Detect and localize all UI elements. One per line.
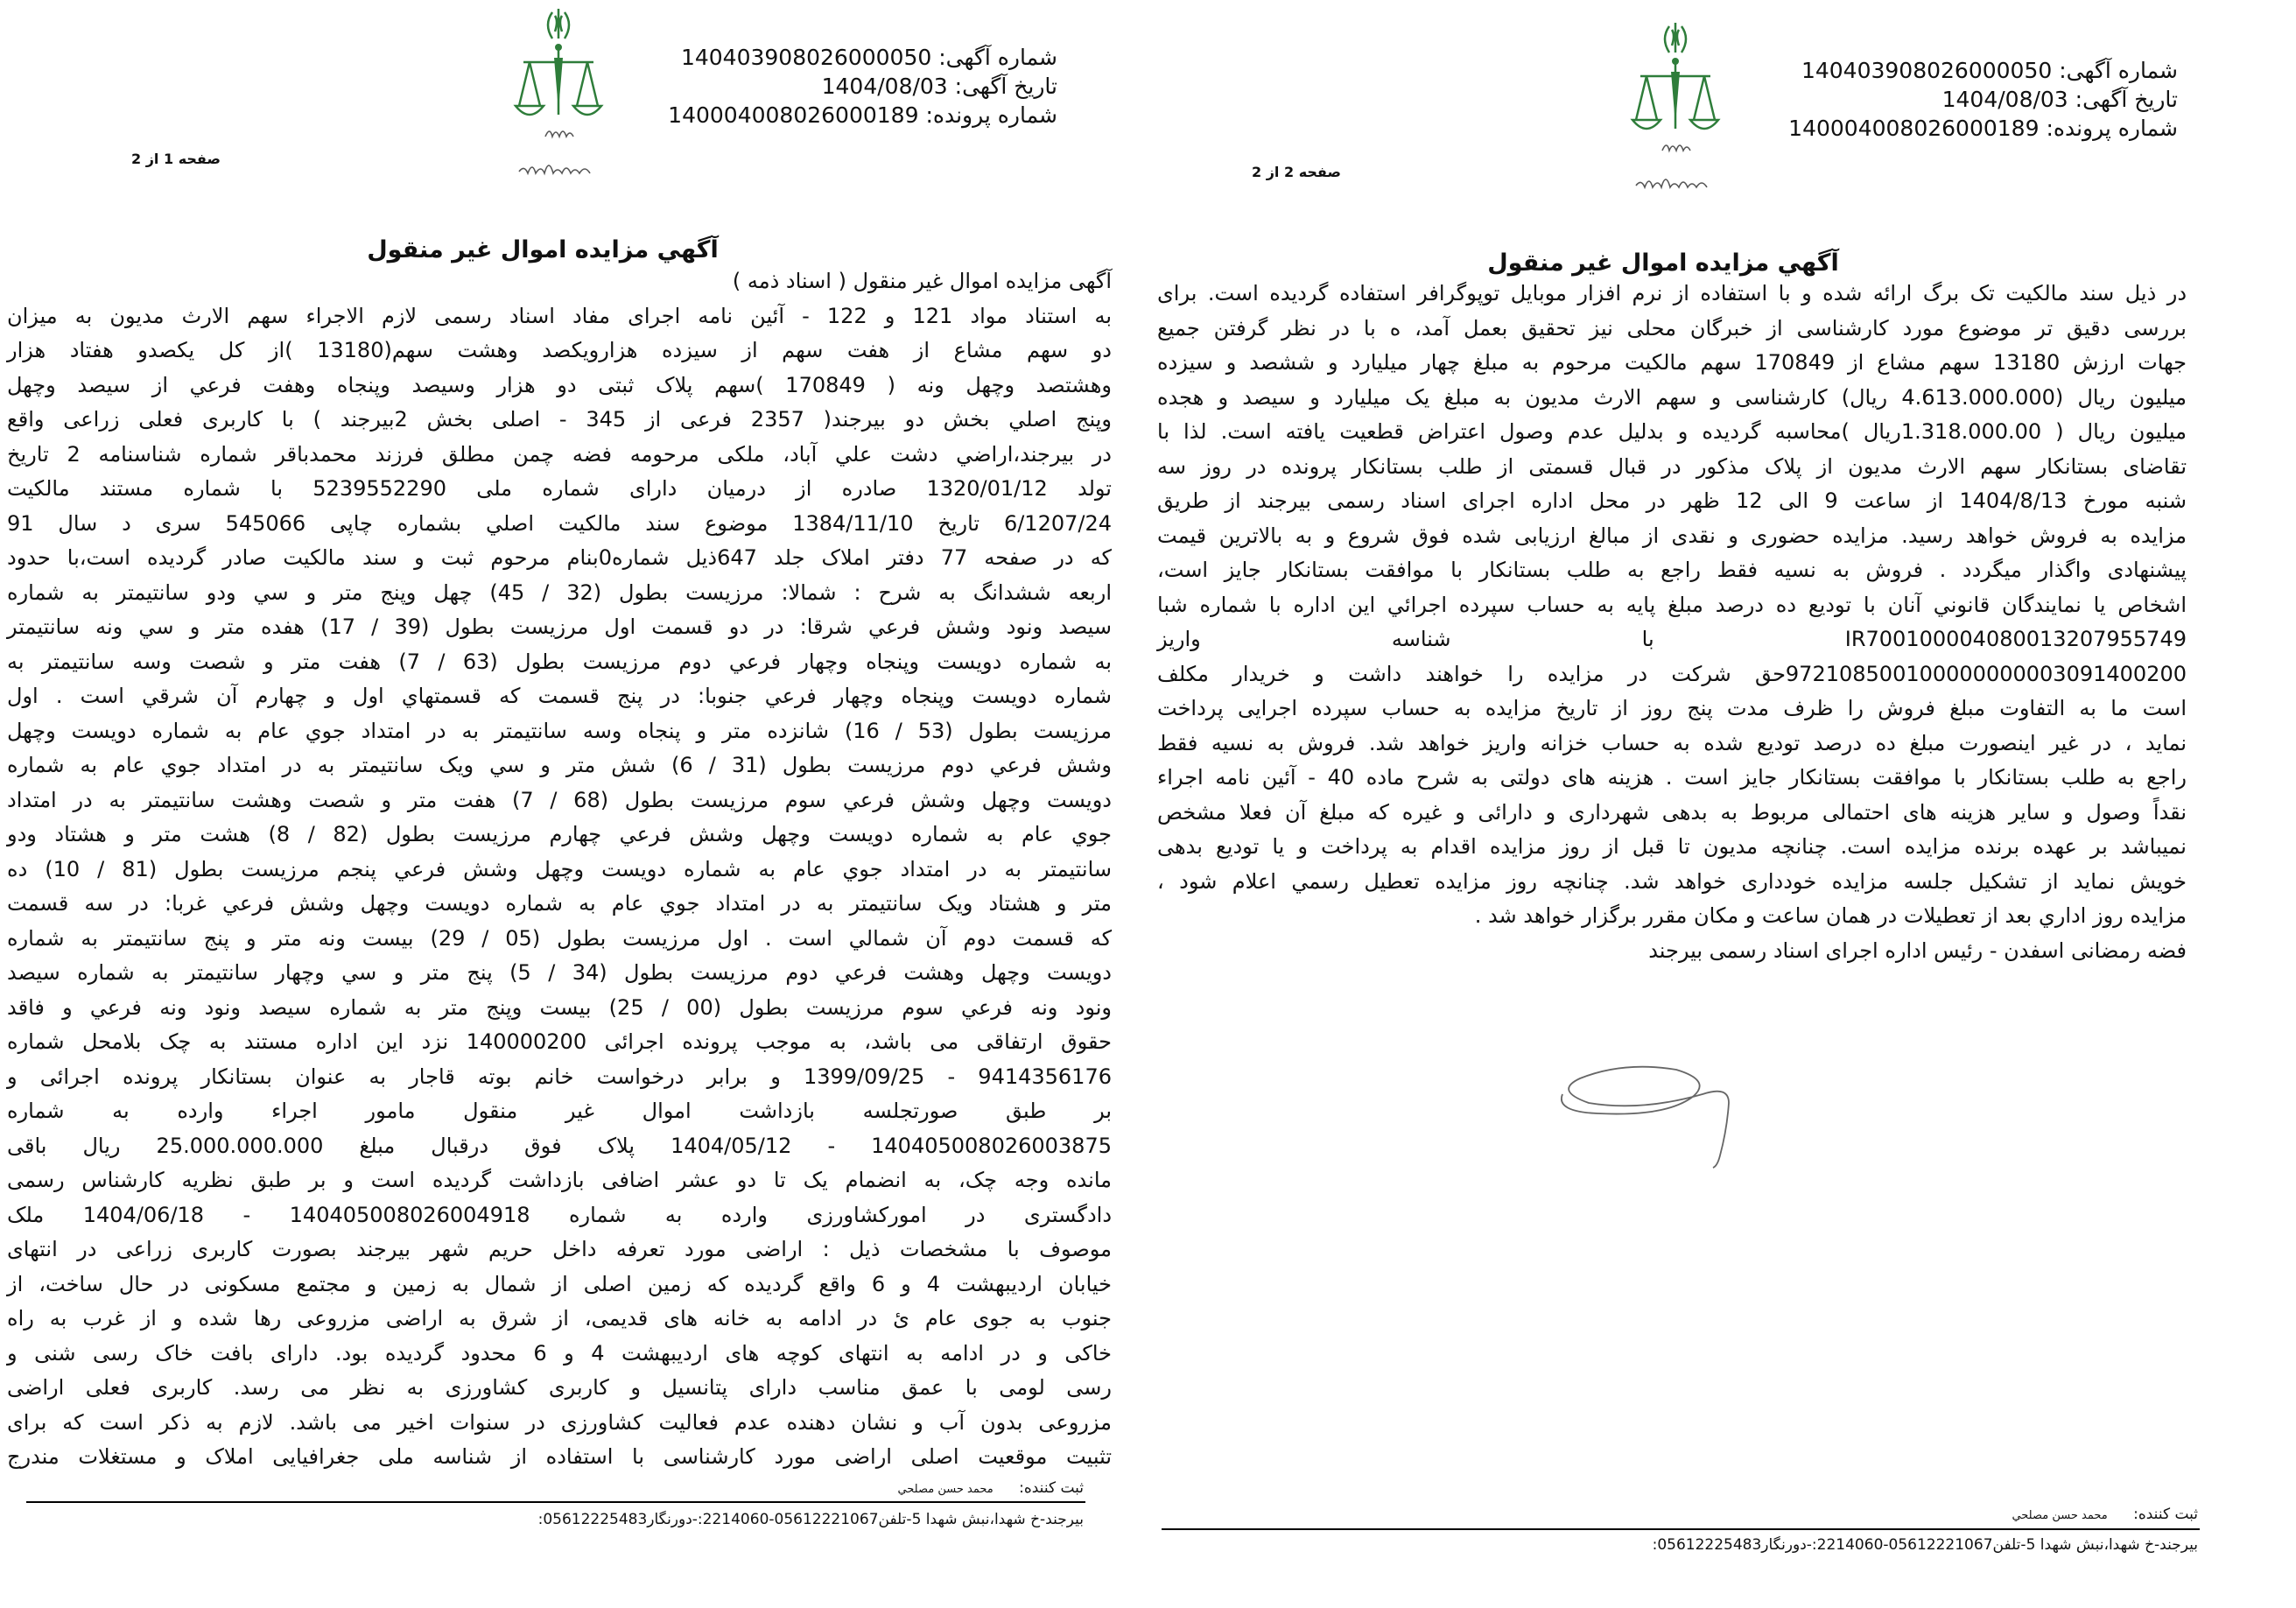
body-text-line: سانتیمتر به در امتداد جوي عام به شماره دویست وچهل وشش فرعي پنجم مرزیست بطول (81 / 10) ده [7,856,1113,881]
body-text-line: میلیون ریال (4.613.000.000 ریال) کارشناسی و سهم الارث مدیون به مبلغ یک میلیارد و سیصد و هجده [1157,384,2187,410]
case-number: 140004008026000189 [668,102,919,128]
body-text-line: که در صفحه 77 دفتر املاک جلد 647ذیل شماره0بنام مرحوم ثبت و سند مالکیت صادر گردیده است،با حدود [7,545,1112,570]
body-text-line: جوي عام به شماره دویست وچهل وشش فرعي چهارم مرزیست بطول (82 / 8) هشت متر و هشتاد ودو [7,822,1113,846]
notice-page-1 [0,0,1129,1608]
body-text-line: سیصد ونود وشش فرعي شرقا: در دو قسمت اول مرزیست بطول (39 / 17) هفده متر و سي ونه سانتیمتر [7,614,1113,639]
body-text-line: فضه رمضانی اسفدن - رئیس اداره اجرای اسناد رسمی بیرجند [1648,937,2187,963]
body-text-line: 140405008026003875 - 1404/05/12 پلاک فوق درقبال مبلغ 25.000.000.000 ریال باقی [7,1133,1112,1158]
body-text-line: دو سهم مشاع از هفت سهم از سیزده هزارویکصد وهشت سهم(13180 )از کل یکصدو هفتاد هزار [7,338,1112,362]
body-text-line: مزروعی بدون آب و نشان دهنده عدم فعالیت کشاورزی در سنوات اخیر می باشد. لازم به ذکر است که برای [7,1409,1112,1435]
body-text-line: آگهی مزایده اموال غیر منقول ( اسناد ذمه ) [732,269,1112,293]
body-text-line: میلیون ریال ( 1.318.000.00ریال )محاسبه گردیده و بدلیل عدم وصول اعتراض قطعیت یافته است. لذا با [1157,419,2187,444]
footer-divider [1162,1528,2200,1530]
body-text-line: در بیرجند،اراضي دشت علي آباد، ملکی مرحومه فضه چمن مطلق فرزند محمدباقر شماره شناسنامه 2 تاریخ [7,441,1112,467]
body-text-line: مزایده روز اداري بعد از تعطیلات در همان ساعت و مکان مقرر برگزار خواهد شد . [1474,903,2187,928]
body-text-line: مرزیست بطول (53 / 16) شانزده متر و پنجاه وسه سانتیمتر به در امتداد جوي عام به شماره دویست وچهل [7,718,1113,743]
body-text-line: مانده وجه چک، به انضمام یک تا دو عشر اضافی بازداشت گردیده است و بر طبق نظریه کارشناس رسمی [7,1168,1112,1192]
body-text-line: نمیباشد بر عهده برنده مزایده است. چنانچه مدیون تا قبل از روز مزایده اقدام به پرداخت و یا تودیع بدهی [1157,834,2187,859]
footer-divider [26,1501,1085,1503]
body-text-line: راجع به طلب بستانکار با موافقت بستانکار جایز است . هزینه های دولتی به شرح ماده 40 - آئین نامه اجراء [1157,765,2187,790]
page-number-label: صفحه 2 از 2 [1252,164,1341,180]
office-address: بیرجند-خ شهدا،نبش شهدا 5-تلفن05612221067-2214060:-دورنگار05612225483: [1652,1536,2198,1554]
body-text-line: بر طبق صورتجلسه بازداشت اموال غیر منقول مامور اجراء وارده به شماره [7,1099,1112,1123]
body-text-line: مزایده به فروش خواهد رسید. مزایده حضوری و نقدی از مبالغ ارزیابی شده فوق شروع و به بالاترین قیمت [1157,523,2187,548]
body-text-line: جهات ارزش 13180 سهم مشاع از 170849 سهم مالکیت مرحوم به مبلغ چهار میلیارد و ششصد و سیزده [1157,350,2187,375]
signature [1554,1059,1742,1173]
body-text-line: متر و هشتاد ویک سانتیمتر به در امتداد جوي عام به شماره دویست وچهل وشش فرعي غربا: در سه قسمت [7,891,1112,916]
body-text-line: که قسمت دوم آن شمالي است . اول مرزیست بطول (05 / 29) بیست ونه متر و پنج سانتیمتر به شماره [7,925,1113,951]
body-text-line: شماره دویست وپنجاه وچهار فرعي جنوبا: در پنج قسمت که قسمتهاي اول و چهارم آن شرقي است . اول [7,684,1112,708]
body-text-line: نقداً وصول و سایر هزینه های احتمالی مربوط به بدهی شهرداری و دارائی و غیره که مبلغ آن فعلا مشخص [1157,799,2187,825]
case-number-label: شماره پرونده: [2046,116,2178,141]
body-text-line: وشش فرعي دوم مرزیست بطول (31 / 6) شش متر و سي ویک سانتیمتر به در امتداد جوي عام به شماره [7,753,1113,777]
notice-date-label: تاریخ آگهی: [2075,87,2178,112]
body-text-line: رسی لومی با عمق مناسب دارای پتانسیل و کاربری کشاورزی به نظر می رسد. کاربری فعلی اراضی [7,1375,1112,1400]
body-text-line: در ذیل سند مالکیت تک برگ ارائه شده و با استفاده از نرم افزار موبایل توپوگرافر استفاده گردیده است. برای [1157,281,2187,305]
body-text-line: خیابان اردیبهشت 4 و 6 واقع گردیده که زمین اصلی از شمال به زمین و مجتمع مسکونی در حال ساخت، از [7,1271,1112,1296]
body-text-line: پیشنهادی واگذار میگردد . فروش به نسیه فقط راجع به طلب بستانکار با موافقت بستانکار جایز است، [1157,558,2187,582]
notice-title: آگهي مزايده اموال غير منقول [367,236,719,263]
notice-number-label: شماره آگهی: [2059,58,2178,83]
body-text-line: حقوق ارتفاقی می باشد، به موجب پرونده اجرائی 140000200 نزد این اداره مستند به چک بلامحل شماره [7,1029,1112,1054]
body-text-line: دویست وچهل وهشت فرعي دوم مرزیست بطول (34 / 5) پنج متر و سي وچهار سانتیمتر به شماره سیصد [7,960,1112,985]
registrar-name: محمد حسن مصلحي [897,1483,994,1496]
notice-number-label: شماره آگهی: [938,45,1057,70]
body-text-line: شنبه مورخ 1404/8/13 از ساعت 9 الی 12 ظهر در محل اداره اجرای اسناد رسمی بیرجند از طریق [1157,488,2187,513]
notice-date-label: تاریخ آگهی: [954,74,1057,99]
body-text-line: دویست وچهل وشش فرعي سوم مرزیست بطول (68 / 7) هفت متر و شصت وهشت سانتیمتر به در امتداد [7,787,1112,812]
body-text-line: اربعه ششدانگ به شرح : شمالا: مرزیست بطول (32 / 45) چهل وپنج متر و سي ودو سانتیمتر به شماره [7,579,1112,605]
body-text-line: وهشتصد وچهل ونه ( 170849 )سهم پلاک ثبتی دو هزار وسیصد وپنجاه وهفت فرعي از سیصد وچهل [7,372,1112,397]
body-text-line: 972108500100000000003091400200حق شرکت در مزایده را خواهند داشت و خریدار مکلف [1157,661,2187,686]
judiciary-logo [510,5,607,193]
body-text-line: دادگستری در امورکشاورزی وارده به شماره 140405008026004918 - 1404/06/18 ملک [7,1202,1113,1227]
body-text-line: تثبیت موقعیت اصلی اراضی مورد کارشناسی با استفاده از شناسه ملی جغرافیایی املاک و مستغلات مندرج [7,1444,1112,1469]
notice-date: 1404/08/03 [1941,87,2068,112]
body-text-line: موصوف با مشخصات ذیل : اراضی مورد تعرفه داخل حریم شهر بیرجند بصورت کاربری زراعی در انتهای [7,1237,1112,1261]
registrar-label: ثبت کننده: [1019,1479,1084,1497]
body-text-line: وپنج اصلي بخش دو بیرجند( 2357 فرعی از 345 - اصلی بخش 2بیرجند ) با کاربری فعلی زراعی واقع [7,407,1112,432]
body-text-line: به استناد مواد 121 و 122 - آئین نامه اجرای مفاد اسناد رسمی لازم الاجراء سهم الارث مدیون به میزان [7,303,1112,328]
body-text-line: تولد 1320/01/12 صادره از درمیان دارای شماره ملی 5239552290 با شماره مستند مالکیت [7,476,1112,501]
body-text-line: به شماره دویست وپنجاه وچهار فرعي دوم مرزیست بطول (63 / 7) هفت متر و شصت وسه سانتیمتر به [7,649,1113,674]
body-text-line: 6/1207/24 تاریخ 1384/11/10 موضوع سند مالکیت اصلي بشماره چاپی 545066 سری د سال 91 [7,510,1113,536]
body-text-line: بررسی دقیق تر موضوع مورد کارشناسی از خبرگان محلی نیز تحقیق بعمل آمد، ه با در نظر گرفتن جمیع [1157,315,2187,341]
case-number: 140004008026000189 [1788,116,2040,141]
case-number-label: شماره پرونده: [925,102,1057,128]
notice-number: 140403908026000050 [680,45,932,70]
body-text-line: جنوب به جوی عام ئ در ادامه به خانه های قدیمی، از شرق به اراضی مزروعی رها شده و از غرب به راه [7,1306,1112,1331]
body-text-line: تقاضای بستانکار سهم الارث مدیون از پلاک مذکور در قبال قسمتی از طلب بستانکار پرونده در روز سه [1157,453,2187,479]
body-text-line: خویش نماید از تشکیل جلسه مزایده خودداری خواهد شد. چنانچه روز مزایده تعطیل رسمي اعلام شود ، [1157,868,2187,894]
registrar-line [897,1479,1084,1497]
registrar-name: محمد حسن مصلحي [2012,1509,2108,1522]
body-text-line: نماید ، در غیر اینصورت مبلغ ده درصد تودیع شده به حساب خزانه واریز خواهد شد. فروش به نسیه فقط [1157,730,2187,755]
office-address: بیرجند-خ شهدا،نبش شهدا 5-تلفن05612221067-2214060:-دورنگار05612225483: [537,1511,1084,1528]
page-number-label: صفحه 1 از 2 [131,151,221,167]
notice-body [7,264,1112,1475]
notice-date: 1404/08/03 [821,74,948,99]
body-text-line: 9414356176 - 1399/09/25 و برابر درخواست خانم بوته قاجار به عنوان بستانکار پرونده اجرائی و [7,1064,1112,1089]
notice-header-info [668,44,1057,130]
body-text-line: IR700100004080013207955749 با شناسه واریز [1157,627,2187,651]
body-text-line: خاکی و در ادامه به انتهای کوچه های اردیبهشت 4 و 6 محدود گردیده بود. دارای بافت خاک رسی شنی و [7,1340,1112,1366]
judiciary-logo [1627,19,1724,207]
notice-body [1157,277,2187,968]
body-text-line: است ما به التفاوت مبلغ فروش را ظرف مدت پنج روز از تاریخ مزایده به حساب سپرده اجرایی پرداخت [1157,696,2187,720]
registrar-label: ثبت کننده: [2133,1506,2198,1523]
notice-page-2 [1138,0,2296,1608]
notice-header-info [1788,57,2178,144]
body-text-line: اشخاص یا نمایندگان قانوني آنان با تودیع ده درصد مبلغ پایه به حساب سپرده اجرائي این اداره با شماره شبا [1157,592,2187,617]
notice-number: 140403908026000050 [1801,58,2053,83]
body-text-line: ونود ونه فرعي سوم مرزیست بطول (00 / 25) بیست وپنج متر به شماره سیصد ونود ونه فرعي و فاقد [7,994,1112,1020]
notice-title: آگهي مزايده اموال غير منقول [1487,249,1839,277]
registrar-line [2012,1506,2198,1523]
